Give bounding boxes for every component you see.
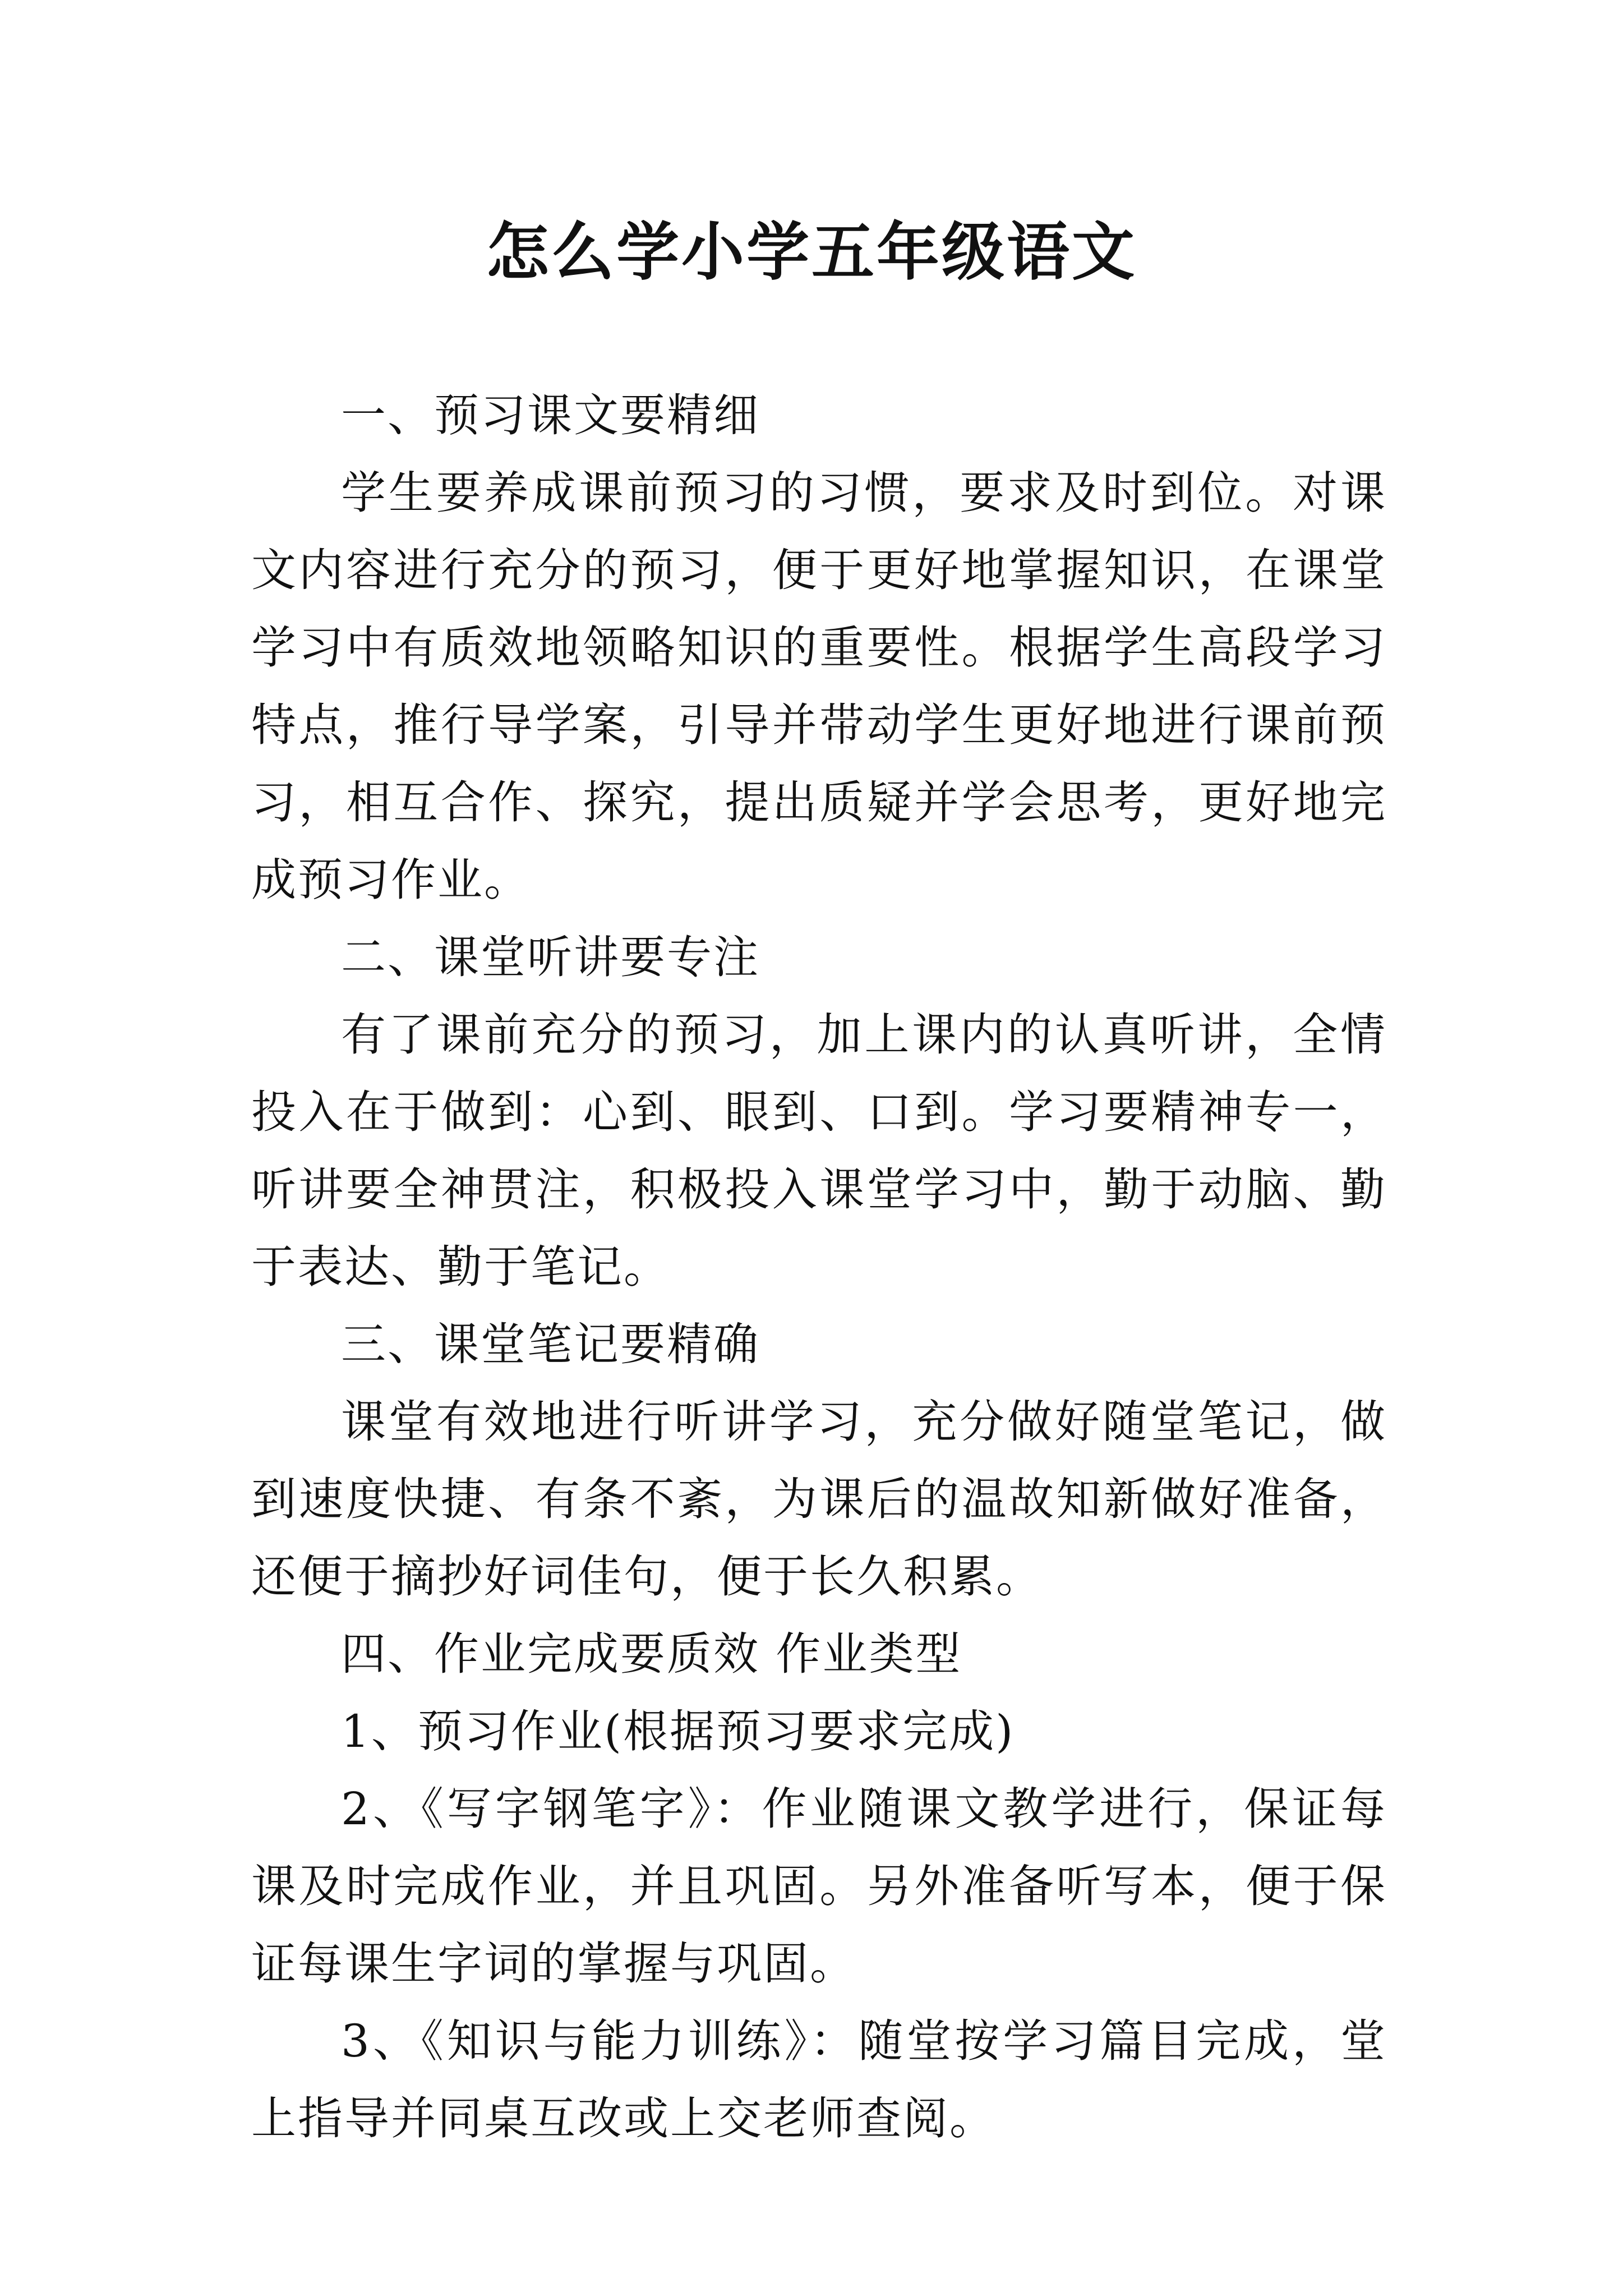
body-paragraph-3: 课堂有效地进行听讲学习，充分做好随堂笔记，做到速度快捷、有条不紊，为课后的温故知新做好准备，还便于摘抄好词佳句，便于长久积累。 <box>251 1396 1387 1603</box>
document-body <box>251 377 1387 2157</box>
section-heading-3: 三、课堂笔记要精确 <box>341 1318 760 1370</box>
list-item-2: 2、《写字钢笔字》：作业随课文教学进行，保证每课及时完成作业，并且巩固。另外准备听写本，便于保证每课生字词的掌握与巩固。 <box>251 1783 1387 1990</box>
section-heading-1: 一、预习课文要精细 <box>341 389 760 441</box>
document-title: 怎么学小学五年级语文 <box>486 215 1137 289</box>
body-paragraph-1: 学生要养成课前预习的习惯，要求及时到位。对课文内容进行充分的预习，便于更好地掌握知识，在课堂学习中有质效地领略知识的重要性。根据学生高段学习特点，推行导学案，引导并带动学生更好地进行课前预习，相互合作、探究，提出质疑并学会思考，更好地完成预习作业。 <box>251 467 1387 906</box>
section-heading-4: 四、作业完成要质效 作业类型 <box>341 1628 962 1680</box>
list-item-1: 1、预习作业(根据预习要求完成) <box>341 1705 1015 1757</box>
list-item-3: 3、《知识与能力训练》：随堂按学习篇目完成，堂上指导并同桌互改或上交老师查阅。 <box>251 2015 1387 2145</box>
body-paragraph-2: 有了课前充分的预习，加上课内的认真听讲，全情投入在于做到：心到、眼到、口到。学习要精神专一，听讲要全神贯注，积极投入课堂学习中，勤于动脑、勤于表达、勤于笔记。 <box>251 1009 1387 1293</box>
section-heading-2: 二、课堂听讲要专注 <box>341 931 760 983</box>
